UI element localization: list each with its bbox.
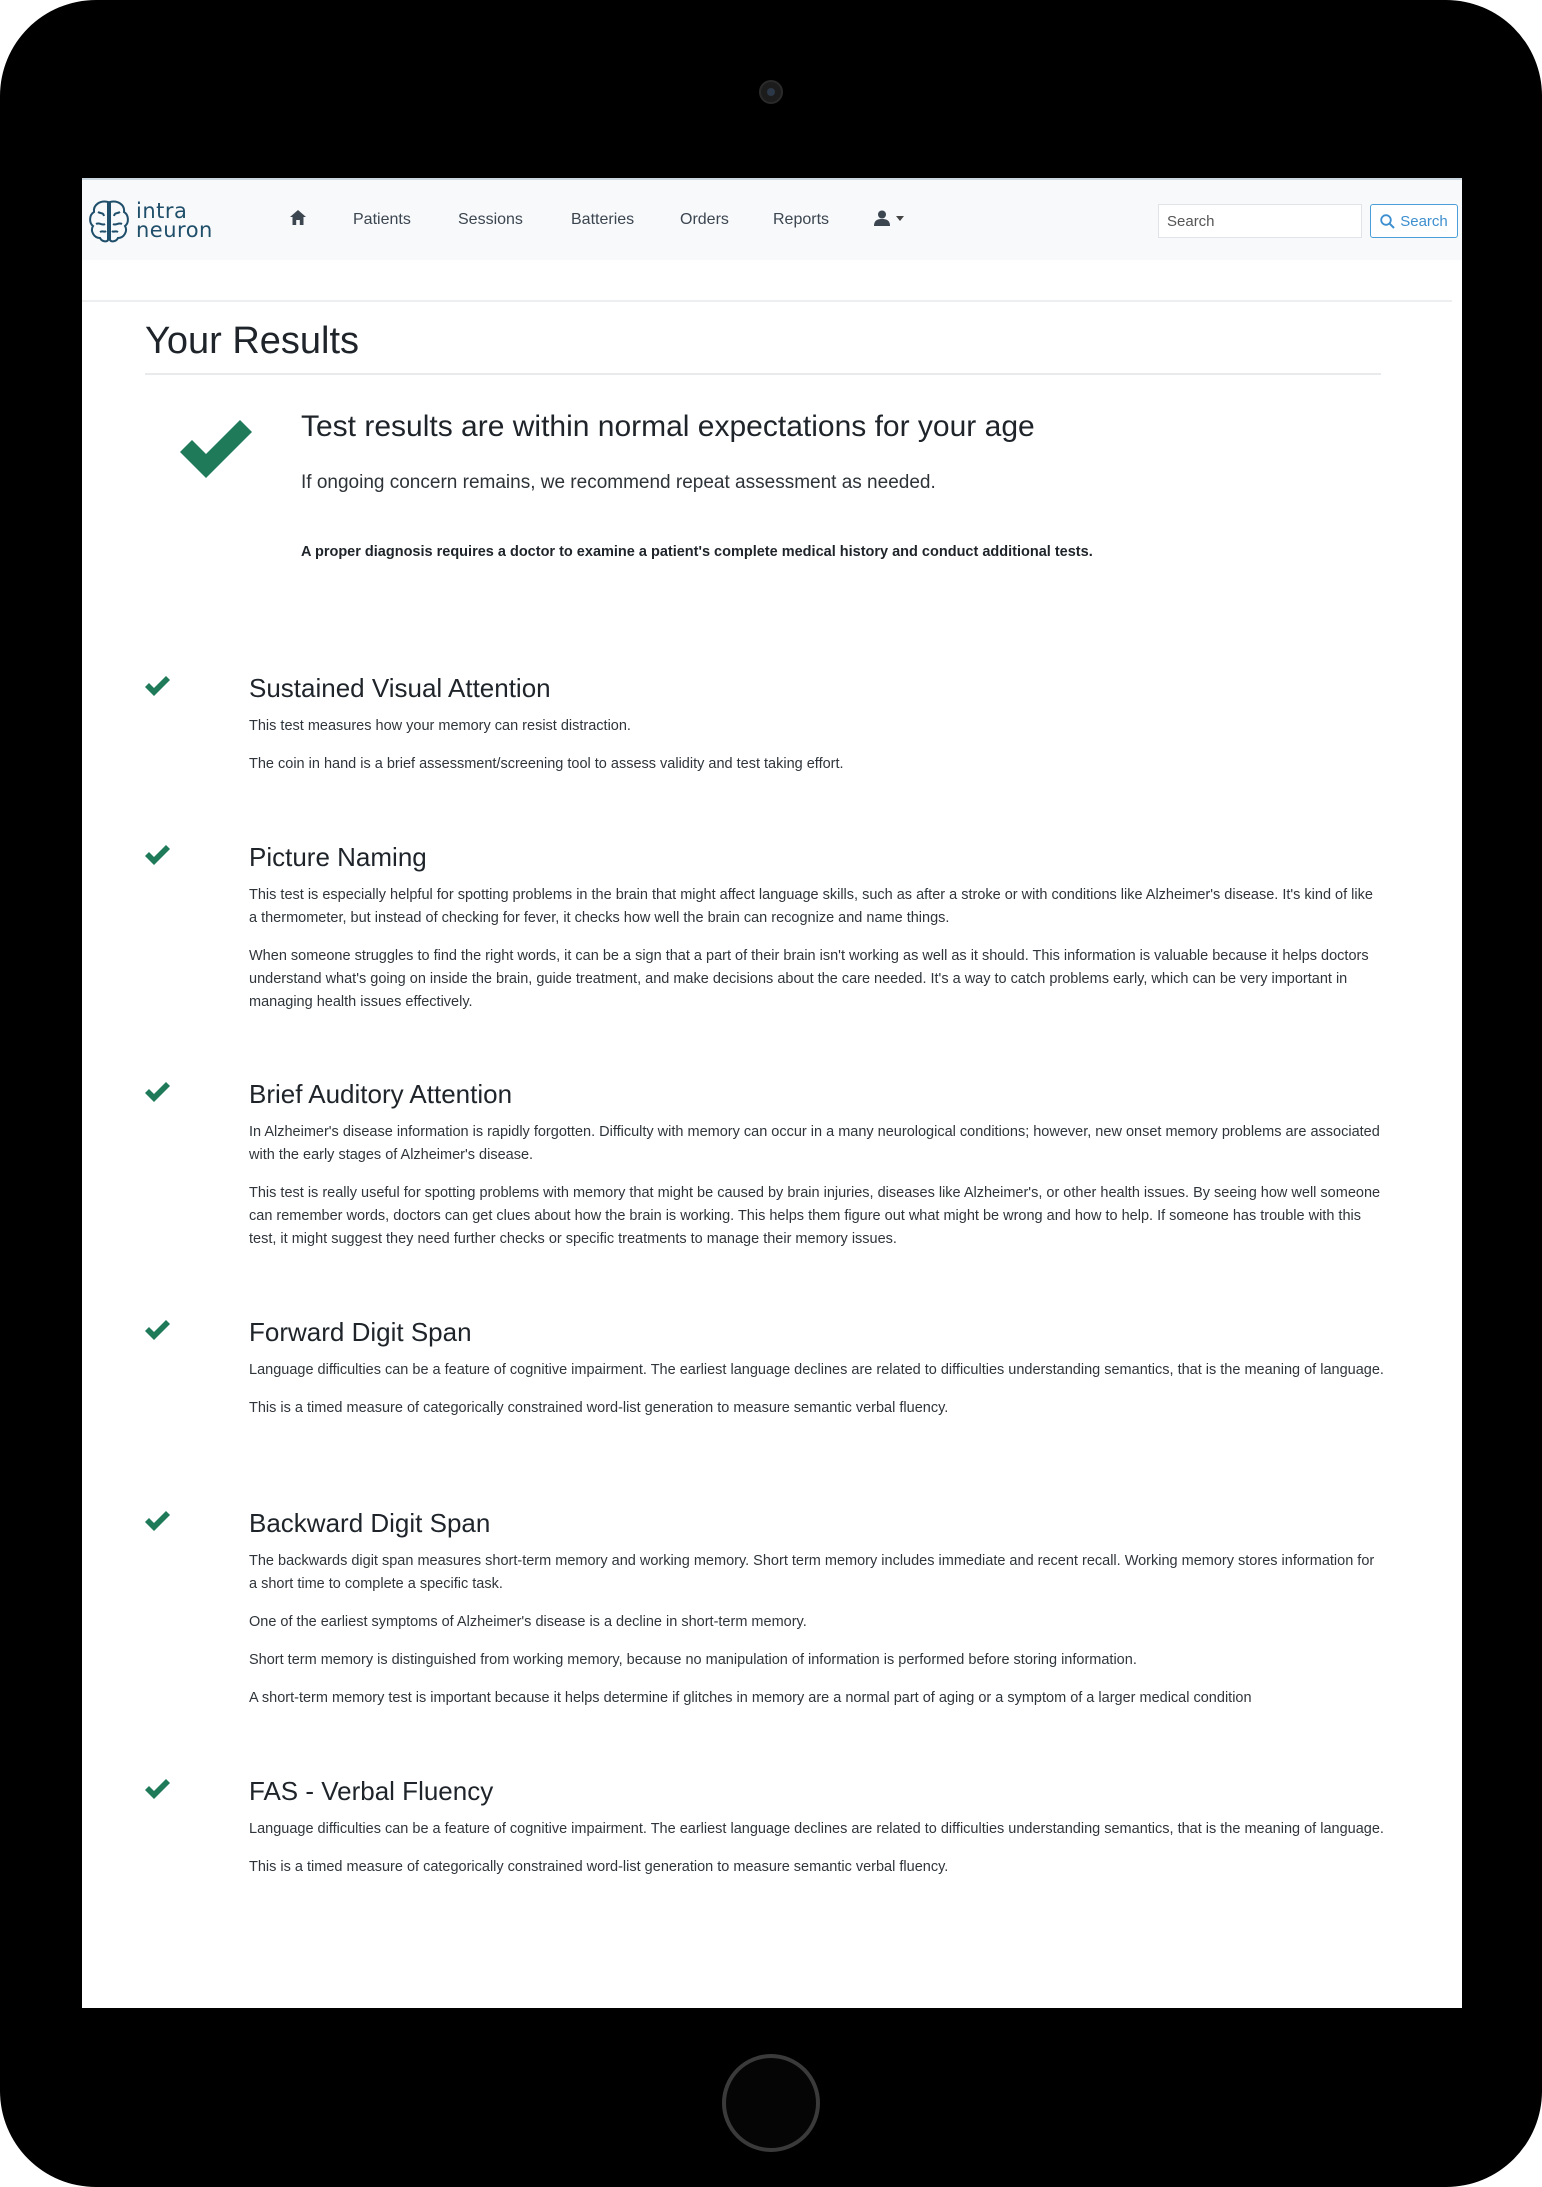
nav-item-orders[interactable]: Orders bbox=[680, 211, 729, 228]
check-icon bbox=[144, 1081, 171, 1103]
test-paragraph: Language difficulties can be a feature of cognitive impairment. The earliest language declines are related to difficulties understanding semantics, that is the meaning of language. bbox=[249, 1821, 1384, 1837]
nav-item-patients[interactable]: Patients bbox=[353, 211, 411, 228]
page-title: Your Results bbox=[145, 320, 360, 362]
test-description bbox=[249, 1550, 1385, 1725]
user-icon bbox=[874, 210, 890, 226]
search-input[interactable] bbox=[1158, 204, 1362, 238]
check-icon bbox=[144, 675, 171, 697]
test-paragraph: This test is especially helpful for spotting problems in the brain that might affect language skills, such as after a stroke or with conditions like Alzheimer's disease. It's kind of like a thermometer, but instead of checking for fever, it checks how well the brain can recognize and name things. bbox=[249, 887, 1373, 926]
test-title: Picture Naming bbox=[249, 842, 427, 872]
test-paragraph: The backwards digit span measures short-term memory and working memory. Short term memory includes immediate and recent recall. Working memory stores information for a short time to complete a specific task. bbox=[249, 1553, 1375, 1592]
check-icon bbox=[144, 1510, 171, 1532]
test-description bbox=[249, 884, 1385, 1029]
test-paragraph: Short term memory is distinguished from working memory, because no manipulation of information is performed before storing information. bbox=[249, 1652, 1137, 1668]
search-button-label: Search bbox=[1400, 212, 1448, 230]
check-icon bbox=[144, 1319, 171, 1341]
test-paragraph: The coin in hand is a brief assessment/screening tool to assess validity and test taking effort. bbox=[249, 756, 844, 772]
home-button[interactable] bbox=[722, 2054, 820, 2152]
check-icon bbox=[178, 418, 254, 482]
search-icon bbox=[1380, 214, 1395, 229]
brand-logo[interactable] bbox=[88, 196, 228, 246]
test-title: Brief Auditory Attention bbox=[249, 1079, 513, 1109]
test-paragraph: One of the earliest symptoms of Alzheimer's disease is a decline in short-term memory. bbox=[249, 1614, 807, 1630]
test-paragraph: When someone struggles to find the right words, it can be a sign that a part of their brain isn't working as well as it should. This information is valuable because it helps doctors understand what's going on inside the brain, guide treatment, and make decisions about the care needed. It's a way to catch problems early, which can be very important in managing health issues effectively. bbox=[249, 948, 1369, 1010]
browser-screen bbox=[82, 178, 1462, 2008]
home-icon bbox=[290, 210, 306, 225]
check-icon bbox=[144, 844, 171, 866]
test-title: FAS - Verbal Fluency bbox=[249, 1776, 494, 1806]
test-description bbox=[249, 715, 1385, 791]
user-menu-dropdown[interactable] bbox=[874, 210, 904, 226]
test-paragraph: A short-term memory test is important because it helps determine if glitches in memory are a normal part of aging or a symptom of a larger medical condition bbox=[249, 1690, 1252, 1706]
test-paragraph: This test is really useful for spotting problems with memory that might be caused by brain injuries, diseases like Alzheimer's, or other health issues. By seeing how well someone can remember words, doctors can get clues about how the brain is working. This helps them figure out what might be wrong and how to help. If someone has trouble with this test, it might suggest they need further checks or specific treatments to manage their memory issues. bbox=[249, 1185, 1381, 1247]
check-icon bbox=[144, 1778, 171, 1800]
test-title: Forward Digit Span bbox=[249, 1317, 472, 1347]
summary-heading: Test results are within normal expectations for your age bbox=[301, 410, 1035, 443]
brand-name-line1: intra bbox=[136, 199, 188, 223]
search-button[interactable] bbox=[1370, 204, 1458, 238]
test-description bbox=[249, 1359, 1385, 1435]
test-paragraph: This is a timed measure of categorically constrained word-list generation to measure semantic verbal fluency. bbox=[249, 1859, 949, 1875]
test-title: Backward Digit Span bbox=[249, 1508, 491, 1538]
nav-item-batteries[interactable]: Batteries bbox=[571, 211, 635, 228]
brain-icon bbox=[88, 198, 130, 244]
test-paragraph: In Alzheimer's disease information is rapidly forgotten. Difficulty with memory can occur in a many neurological conditions; however, new onset memory problems are associated with the early stages of Alzheimer's disease. bbox=[249, 1124, 1380, 1163]
camera-icon bbox=[759, 80, 783, 104]
test-paragraph: This is a timed measure of categorically constrained word-list generation to measure semantic verbal fluency. bbox=[249, 1400, 949, 1416]
divider bbox=[82, 300, 1452, 302]
nav-home-link[interactable] bbox=[290, 210, 306, 226]
test-description bbox=[249, 1121, 1385, 1266]
test-paragraph: This test measures how your memory can resist distraction. bbox=[249, 718, 631, 734]
brand-name-line2: neuron bbox=[136, 218, 213, 242]
summary-subtext: If ongoing concern remains, we recommend repeat assessment as needed. bbox=[301, 472, 936, 493]
title-divider bbox=[145, 373, 1381, 375]
nav-item-sessions[interactable]: Sessions bbox=[458, 211, 523, 228]
nav-item-reports[interactable]: Reports bbox=[773, 211, 830, 228]
chevron-down-icon bbox=[896, 216, 904, 221]
brand-name bbox=[136, 199, 213, 242]
test-title: Sustained Visual Attention bbox=[249, 673, 551, 703]
test-paragraph: Language difficulties can be a feature of cognitive impairment. The earliest language declines are related to difficulties understanding semantics, that is the meaning of language. bbox=[249, 1362, 1384, 1378]
diagnosis-disclaimer: A proper diagnosis requires a doctor to examine a patient's complete medical history and conduct additional tests. bbox=[301, 544, 1093, 560]
top-navbar bbox=[82, 178, 1462, 260]
test-description bbox=[249, 1818, 1385, 1894]
